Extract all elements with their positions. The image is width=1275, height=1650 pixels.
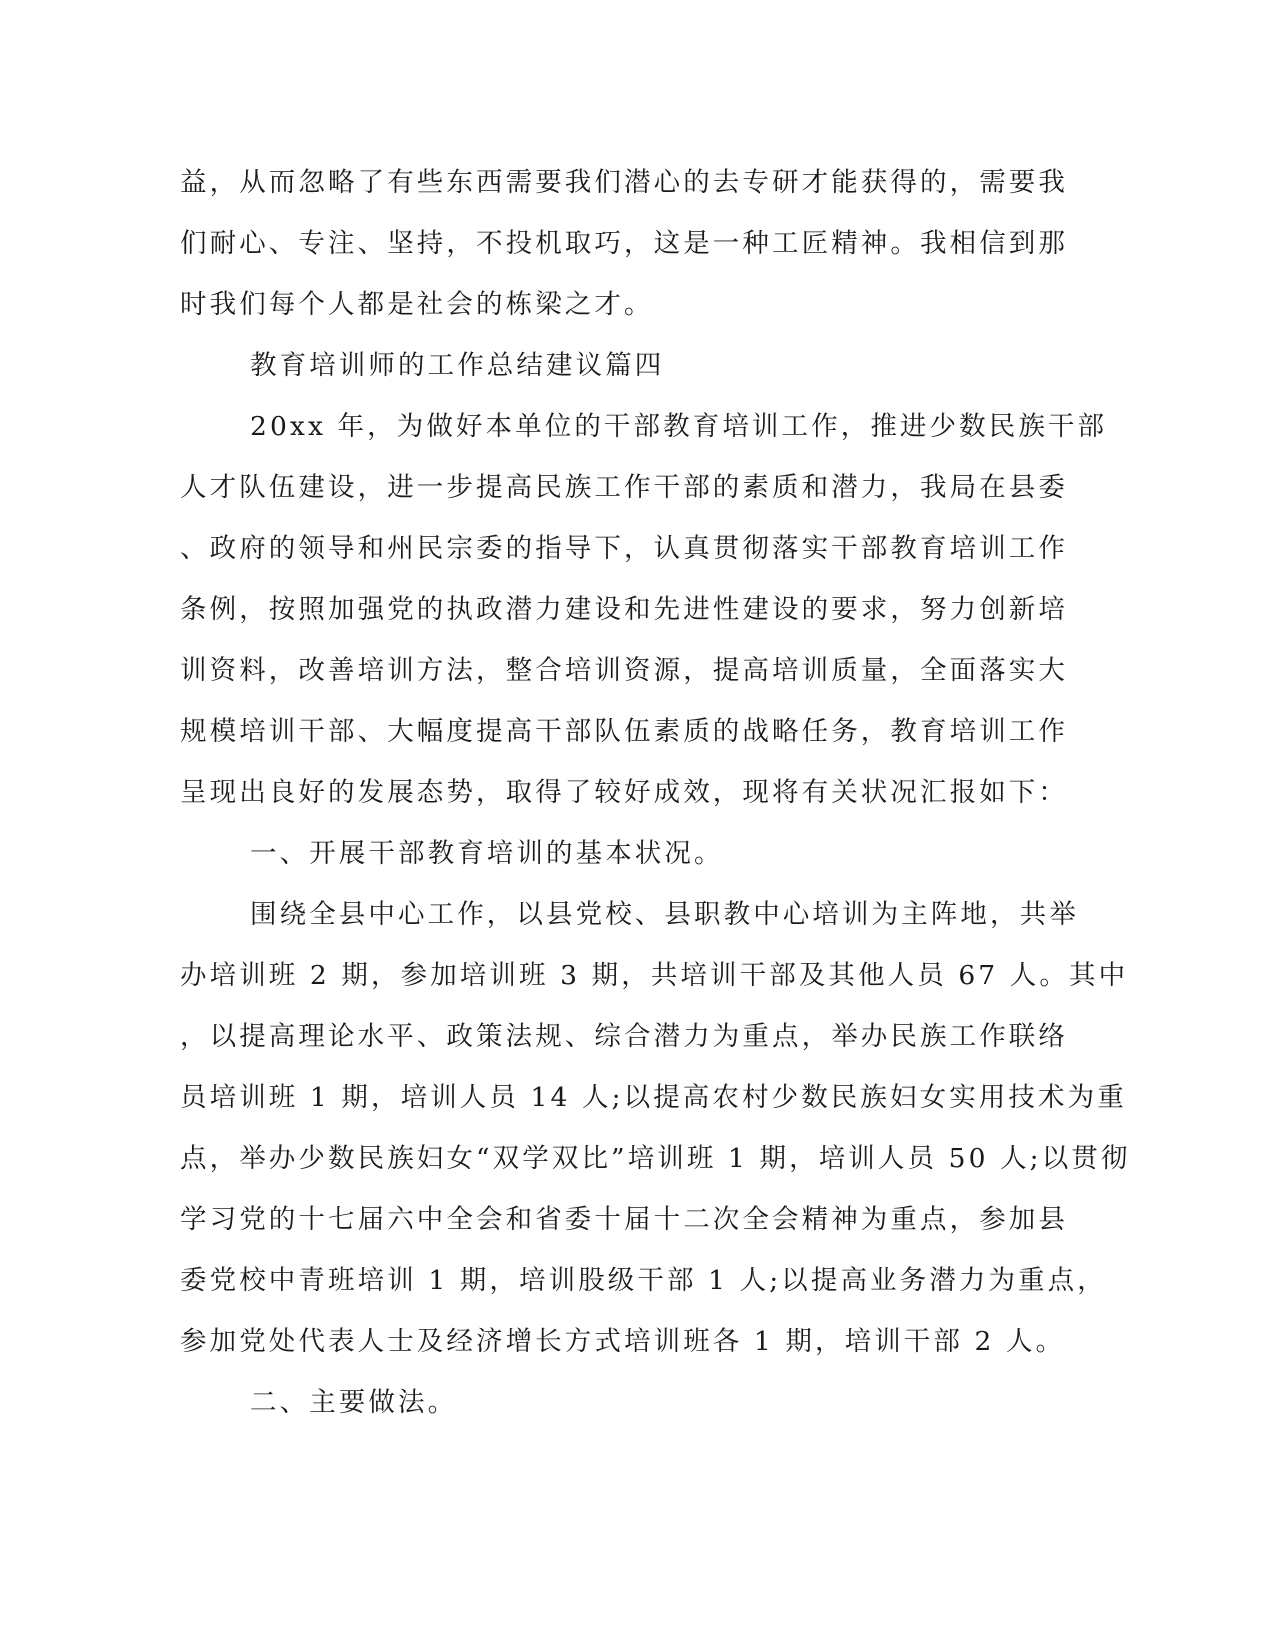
section-heading: 二、主要做法。: [250, 1387, 458, 1418]
text-line: 益，从而忽略了有些东西需要我们潜心的去专研才能获得的，需要我: [180, 167, 1068, 198]
text-line: 人才队伍建设，进一步提高民族工作干部的素质和潜力，我局在县委: [180, 472, 1068, 503]
text-line: 员培训班 1 期，培训人员 14 人;以提高农村少数民族妇女实用技术为重: [180, 1082, 1127, 1113]
text-line: 20xx 年，为做好本单位的干部教育培训工作，推进少数民族干部: [250, 411, 1108, 442]
text-line: 办培训班 2 期，参加培训班 3 期，共培训干部及其他人员 67 人。其中: [180, 960, 1129, 991]
text-line: 委党校中青班培训 1 期，培训股级干部 1 人;以提高业务潜力为重点，: [180, 1265, 1107, 1296]
text-line: 呈现出良好的发展态势，取得了较好成效，现将有关状况汇报如下：: [180, 777, 1068, 808]
text-line: 、政府的领导和州民宗委的指导下，认真贯彻落实干部教育培训工作: [180, 533, 1068, 564]
text-line: 点，举办少数民族妇女“双学双比”培训班 1 期，培训人员 50 人;以贯彻: [180, 1143, 1131, 1174]
section-heading: 一、开展干部教育培训的基本状况。: [250, 838, 724, 869]
text-line: 围绕全县中心工作，以县党校、县职教中心培训为主阵地，共举: [250, 899, 1079, 930]
text-line: 们耐心、专注、坚持，不投机取巧，这是一种工匠精神。我相信到那: [180, 228, 1068, 259]
text-line: 参加党处代表人士及经济增长方式培训班各 1 期，培训干部 2 人。: [180, 1326, 1066, 1357]
text-line: ，以提高理论水平、政策法规、综合潜力为重点，举办民族工作联络: [180, 1021, 1068, 1052]
document-body: [180, 152, 1131, 1433]
text-line: 规模培训干部、大幅度提高干部队伍素质的战略任务，教育培训工作: [180, 716, 1068, 747]
text-line: 训资料，改善培训方法，整合培训资源，提高培训质量，全面落实大: [180, 655, 1068, 686]
text-line: 学习党的十七届六中全会和省委十届十二次全会精神为重点，参加县: [180, 1204, 1068, 1235]
text-line: 时我们每个人都是社会的栋梁之才。: [180, 289, 654, 320]
section-heading: 教育培训师的工作总结建议篇四: [250, 350, 665, 381]
text-line: 条例，按照加强党的执政潜力建设和先进性建设的要求，努力创新培: [180, 594, 1068, 625]
